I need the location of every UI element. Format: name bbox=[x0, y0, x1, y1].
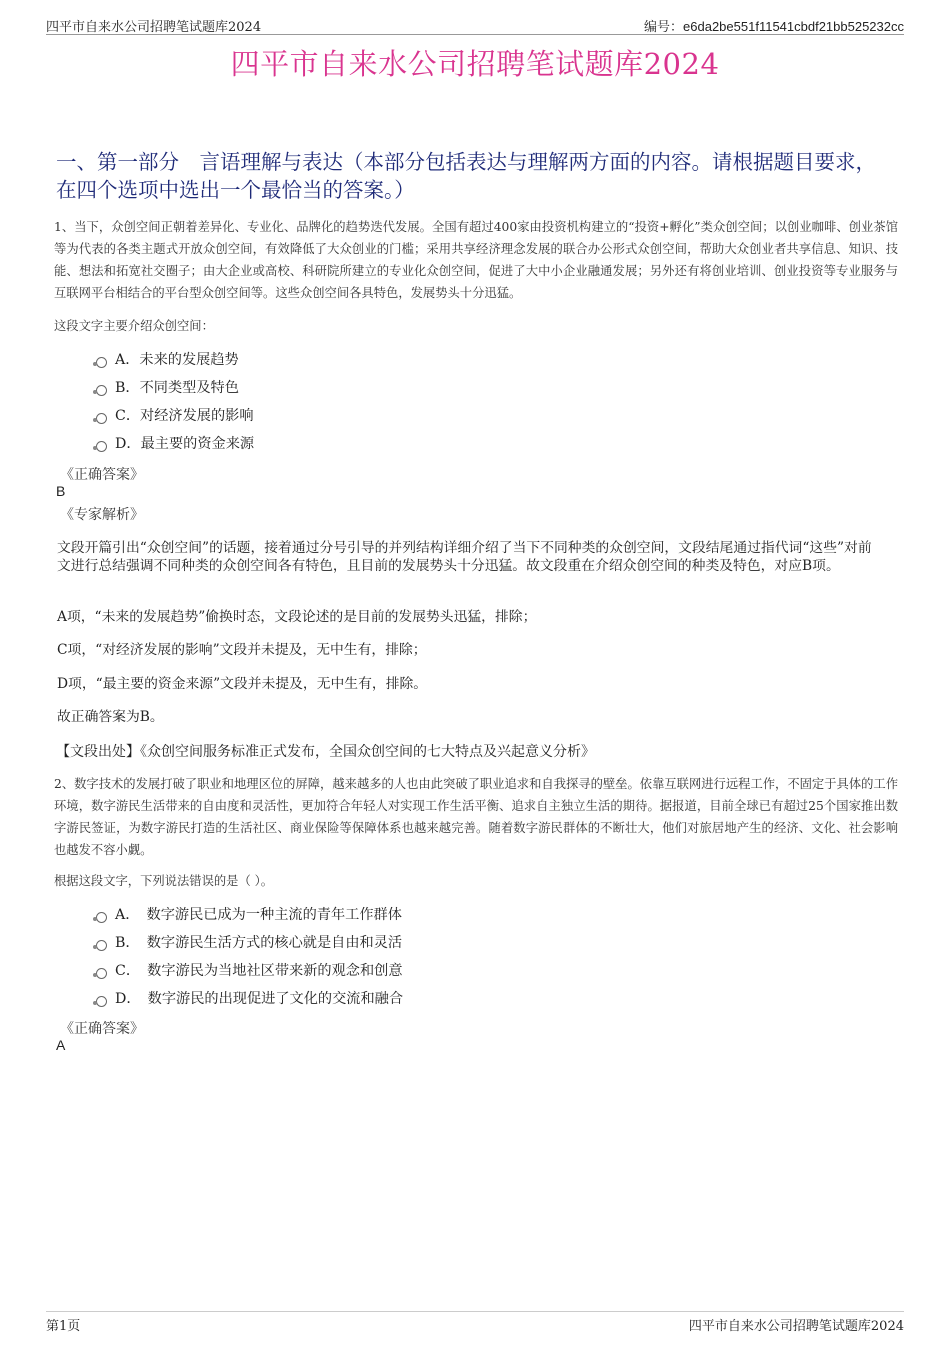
radio-icon[interactable] bbox=[96, 357, 107, 368]
radio-icon[interactable] bbox=[96, 940, 107, 951]
radio-icon[interactable] bbox=[96, 385, 107, 396]
question-1-option-a[interactable]: A．未来的发展趋势 bbox=[96, 345, 254, 373]
page-title: 四平市自来水公司招聘笔试题库2024 bbox=[230, 47, 720, 81]
question-1-text: 1、当下，众创空间正朝着差异化、专业化、品牌化的趋势迭代发展。全国有超过400家由投资机构建立的“投资+孵化”类众创空间；以创业咖啡、创业茶馆等为代表的各类主题式开放众创空间，有效降低了大众创业的门槛；采用共享经济理念发展的联合办公形式众创空间，帮助大众创业者共享信息、知识、技能、想法和拓宽社交圈子；由大企业或高校、科研院所建立的专业化众创空间，促进了大中小企业融通发展；另外还有将创业培训、创业投资等专业服务与互联网平台相结合的平台型众创空间等。这些众创空间各具特色，发展势头十分迅猛。 bbox=[54, 220, 898, 300]
question-2-prompt: 根据这段文字，下列说法错误的是（ ）。 bbox=[54, 874, 274, 888]
question-2-text: 2、数字技术的发展打破了职业和地理区位的屏障，越来越多的人也由此突破了职业追求和自我探寻的壁垒。依靠互联网进行远程工作，不固定于具体的工作环境，数字游民生活带来的自由度和灵活性，更加符合年轻人对实现工作生活平衡、追求自主独立生活的期待。据报道，目前全球已有超过25个国家推出数字游民签证，为数字游民打造的生活社区、商业保险等保障体系也越来越完善。随着数字游民群体的不断壮大，他们对旅居地产生的经济、文化、社会影响也越发不容小觑。 bbox=[54, 777, 899, 857]
page-header bbox=[46, 14, 904, 35]
page-footer bbox=[46, 1311, 904, 1334]
question-1-options bbox=[96, 345, 254, 457]
question-1-analysis-para-2: A项，“未来的发展趋势”偷换时态，文段论述的是目前的发展势头迅猛，排除； bbox=[57, 609, 537, 625]
radio-icon[interactable] bbox=[96, 441, 107, 452]
question-2-answer: A bbox=[56, 1037, 66, 1053]
question-1-source: 【文段出处】《众创空间服务标准正式发布，全国众创空间的七大特点及兴起意义分析》 bbox=[56, 744, 595, 760]
question-2-answer-label: 《正确答案》 bbox=[60, 1021, 144, 1037]
question-1-answer-label: 《正确答案》 bbox=[60, 467, 144, 483]
question-1-analysis-para-5: 故正确答案为B。 bbox=[57, 709, 164, 725]
header-id-label: 编号： bbox=[644, 20, 684, 35]
footer-page-number: 第1页 bbox=[46, 1319, 81, 1334]
question-1-analysis-para-4: D项，“最主要的资金来源”文段并未提及，无中生有，排除。 bbox=[57, 676, 428, 692]
question-1-option-c[interactable]: C．对经济发展的影响 bbox=[96, 401, 254, 429]
question-1-option-b[interactable]: B．不同类型及特色 bbox=[96, 373, 254, 401]
question-2-options bbox=[96, 900, 403, 1012]
radio-icon[interactable] bbox=[96, 912, 107, 923]
question-2-option-d[interactable]: D． 数字游民的出现促进了文化的交流和融合 bbox=[96, 984, 403, 1012]
radio-icon[interactable] bbox=[96, 968, 107, 979]
radio-icon[interactable] bbox=[96, 996, 107, 1007]
section-heading: 一、第一部分 言语理解与表达（本部分包括表达与理解两方面的内容。请根据题目要求，在四个选项中选出一个最恰当的答案。） bbox=[56, 150, 876, 202]
question-2-option-c[interactable]: C． 数字游民为当地社区带来新的观念和创意 bbox=[96, 956, 403, 984]
question-1-answer: B bbox=[56, 483, 66, 499]
question-2-option-a[interactable]: A． 数字游民已成为一种主流的青年工作群体 bbox=[96, 900, 403, 928]
header-doc-title: 四平市自来水公司招聘笔试题库2024 bbox=[46, 20, 262, 35]
question-2-option-b[interactable]: B． 数字游民生活方式的核心就是自由和灵活 bbox=[96, 928, 403, 956]
question-1-prompt: 这段文字主要介绍众创空间： bbox=[54, 319, 214, 333]
radio-icon[interactable] bbox=[96, 413, 107, 424]
question-1-analysis-para-1: 文段开篇引出“众创空间”的话题，接着通过分号引导的并列结构详细介绍了当下不同种类的众创空间，文段结尾通过指代词“这些”对前文进行总结强调不同种类的众创空间各有特色，且目前的发展势头十分迅猛。故文段重在介绍众创空间的种类及特色，对应B项。 bbox=[57, 540, 872, 574]
header-id-value: e6da2be551f11541cbdf21bb525232cc bbox=[683, 19, 904, 34]
question-1-analysis-label: 《专家解析》 bbox=[60, 507, 144, 523]
header-doc-id bbox=[644, 16, 904, 35]
question-1-analysis-para-3: C项，“对经济发展的影响”文段并未提及，无中生有，排除； bbox=[57, 642, 427, 658]
footer-doc-title: 四平市自来水公司招聘笔试题库2024 bbox=[688, 1319, 904, 1334]
question-1-option-d[interactable]: D．最主要的资金来源 bbox=[96, 429, 254, 457]
